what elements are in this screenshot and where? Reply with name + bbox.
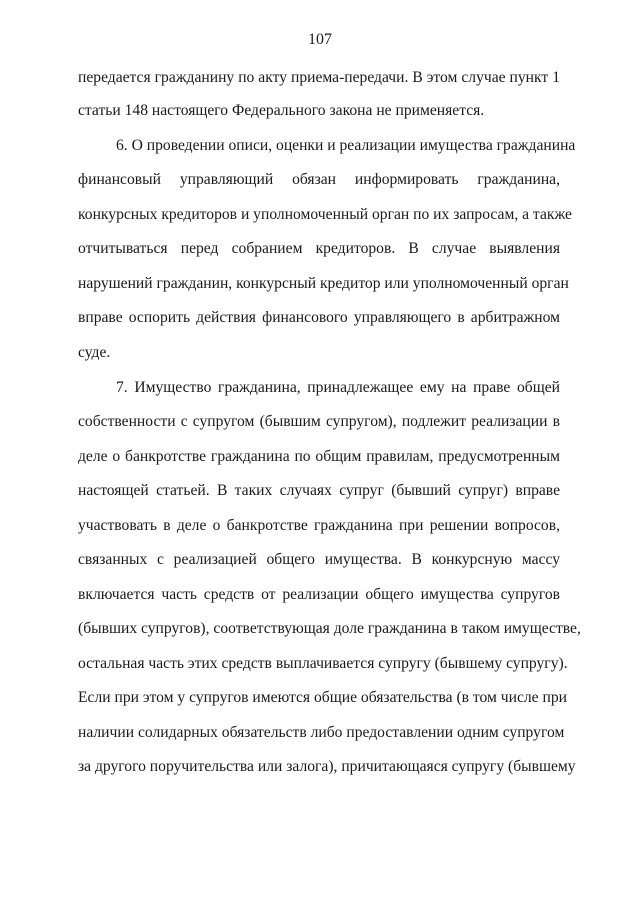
text-line-7: нарушений гражданин, конкурсный кредитор или уполномоченный орган xyxy=(78,275,569,292)
page-number: 107 xyxy=(308,31,332,48)
text-line-11: собственности с супругом (бывшим супругом), подлежит реализации в xyxy=(78,413,560,430)
text-line-6: отчитываться перед собранием кредиторов. В случае выявления xyxy=(78,240,560,257)
text-line-1: передается гражданину по акту приема-передачи. В этом случае пункт 1 xyxy=(78,69,560,86)
text-line-20: наличии солидарных обязательств либо предоставлении одним супругом xyxy=(78,724,565,741)
text-line-4: финансовый управляющий обязан информировать гражданина, xyxy=(78,171,560,188)
text-line-16: включается часть средств от реализации общего имущества супругов xyxy=(78,586,560,603)
text-line-13: настоящей статьей. В таких случаях супруг (бывший супруг) вправе xyxy=(78,482,560,499)
text-line-9: суде. xyxy=(78,344,111,361)
text-line-14: участвовать в деле о банкротстве гражданина при решении вопросов, xyxy=(78,517,560,534)
text-line-3: 6. О проведении описи, оценки и реализации имущества гражданина xyxy=(116,137,576,154)
text-line-8: вправе оспорить действия финансового управляющего в арбитражном xyxy=(78,309,560,326)
text-line-21: за другого поручительства или залога), причитающаяся супругу (бывшему xyxy=(78,758,576,775)
text-line-2: статьи 148 настоящего Федерального закона не применяется. xyxy=(78,102,485,119)
text-line-12: деле о банкротстве гражданина по общим правилам, предусмотренным xyxy=(78,448,560,465)
text-line-10: 7. Имущество гражданина, принадлежащее ему на праве общей xyxy=(116,379,560,396)
text-line-5: конкурсных кредиторов и уполномоченный орган по их запросам, а также xyxy=(78,206,572,223)
text-line-18: остальная часть этих средств выплачивается супругу (бывшему супругу). xyxy=(78,655,568,672)
text-line-15: связанных с реализацией общего имущества. В конкурсную массу xyxy=(78,551,560,568)
text-line-19: Если при этом у супругов имеются общие обязательства (в том числе при xyxy=(78,689,567,706)
text-line-17: (бывших супругов), соответствующая доле гражданина в таком имуществе, xyxy=(78,620,581,637)
